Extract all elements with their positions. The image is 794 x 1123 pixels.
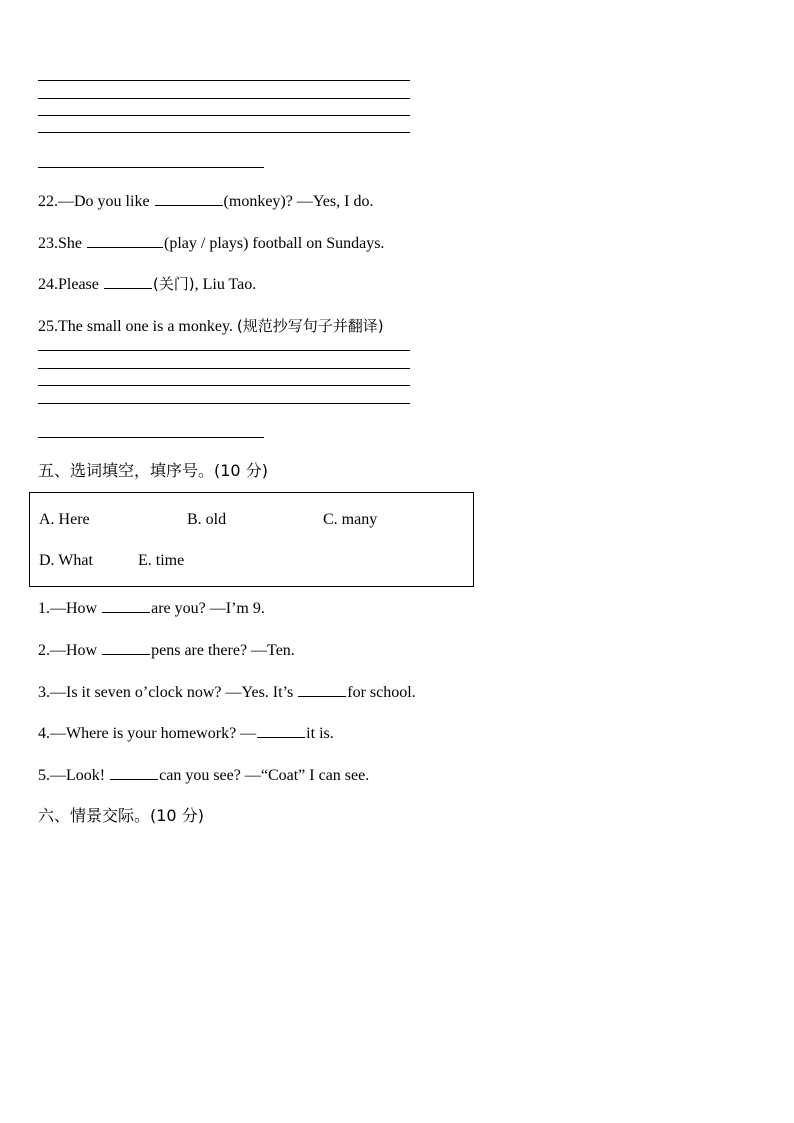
writing-line[interactable] [38, 385, 410, 386]
s5-question-2: 2.—How pens are there? —Ten. [38, 639, 295, 661]
answer-blank[interactable] [102, 639, 150, 655]
question-25: 25.The small one is a monkey. (规范抄写句子并翻译) [38, 317, 384, 335]
section-6-title: 六、情景交际。(10 分) [38, 806, 204, 825]
s5-question-5: 5.—Look! can you see? —“Coat” I can see. [38, 764, 369, 786]
option-d: D. What [39, 552, 93, 569]
answer-blank[interactable] [87, 232, 163, 248]
s5-question-4: 4.—Where is your homework? — it is. [38, 722, 334, 744]
question-22: 22.—Do you like (monkey)? —Yes, I do. [38, 190, 373, 212]
section-5-title: 五、选词填空，填序号。(10 分) [38, 461, 268, 480]
writing-line [38, 98, 410, 99]
option-a: A. Here [39, 511, 90, 528]
writing-line [38, 132, 410, 133]
writing-line[interactable] [38, 403, 410, 404]
s5-question-3: 3.—Is it seven o’clock now? —Yes. It’s for school. [38, 681, 416, 703]
option-b: B. old [187, 511, 227, 528]
answer-blank[interactable] [110, 764, 158, 780]
answer-blank[interactable] [298, 681, 346, 697]
question-23: 23.She (play / plays) football on Sundays. [38, 232, 384, 254]
answer-blank[interactable] [104, 273, 152, 289]
writing-line[interactable] [38, 368, 410, 369]
translation-line [38, 167, 264, 168]
word-bank-box [29, 492, 474, 587]
option-e: E. time [138, 552, 185, 569]
s5-question-1: 1.—How are you? —I’m 9. [38, 597, 265, 619]
answer-blank[interactable] [155, 190, 223, 206]
writing-line [38, 115, 410, 116]
answer-blank[interactable] [257, 722, 305, 738]
option-c: C. many [323, 511, 378, 528]
translation-line[interactable] [38, 437, 264, 438]
writing-line [38, 80, 410, 81]
writing-line[interactable] [38, 350, 410, 351]
answer-blank[interactable] [102, 597, 150, 613]
question-24: 24.Please (关门), Liu Tao. [38, 275, 257, 293]
